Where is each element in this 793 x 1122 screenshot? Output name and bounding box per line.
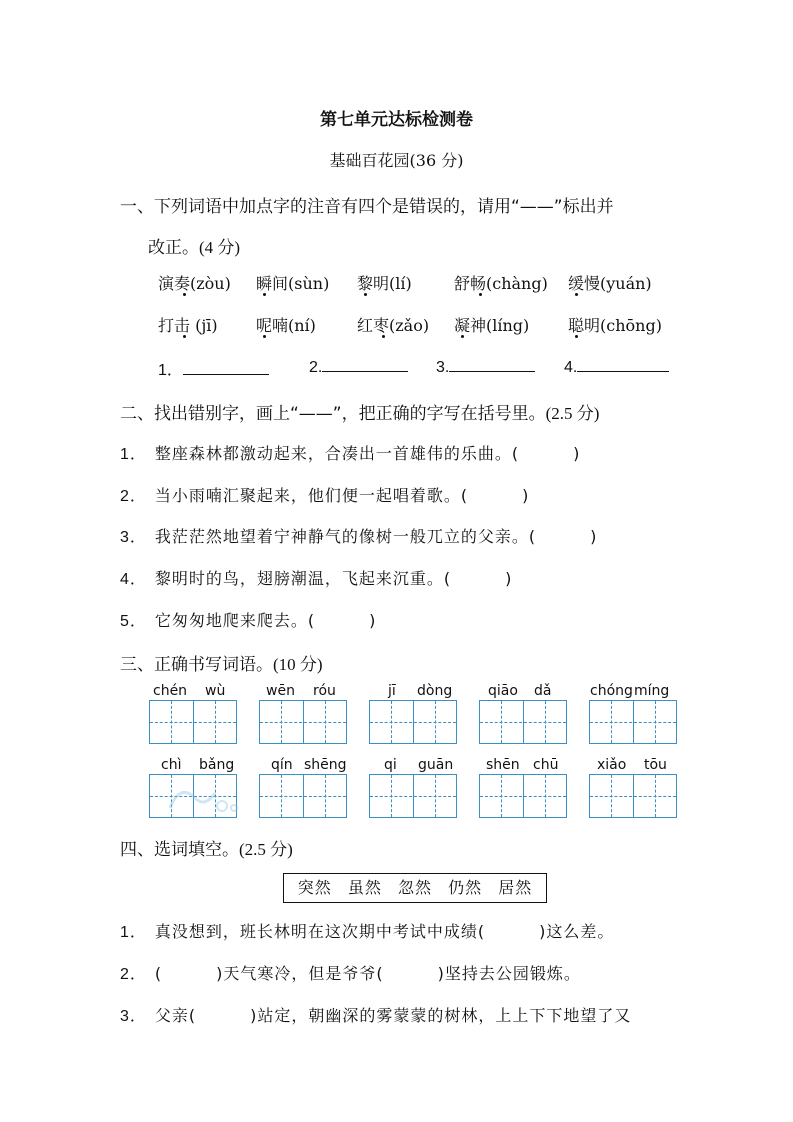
q2-item bbox=[120, 608, 376, 631]
writing-grid[interactable] bbox=[479, 700, 567, 744]
pinyin: qiāo bbox=[488, 683, 518, 699]
pinyin: dòng bbox=[417, 683, 453, 699]
q1-heading: 一、下列词语中加点字的注音有四个是错误的，请用“——”标出并 bbox=[120, 197, 614, 217]
item-text: 父亲( bbox=[154, 1006, 197, 1025]
writing-grid[interactable] bbox=[369, 774, 457, 818]
pinyin: qi bbox=[384, 757, 397, 773]
section-subtitle: 基础百花园(36 分) bbox=[329, 151, 464, 170]
word-option: 居然 bbox=[498, 878, 533, 897]
item-number: 1． bbox=[120, 924, 147, 941]
blank-line[interactable] bbox=[449, 357, 535, 372]
word-choice-box bbox=[283, 873, 547, 903]
writing-grid[interactable] bbox=[149, 700, 237, 744]
q1-word: 打击 (jī) bbox=[158, 316, 218, 335]
blank-line[interactable] bbox=[322, 357, 408, 372]
q2-item bbox=[120, 566, 512, 589]
item-text: )这么差。 bbox=[539, 922, 615, 941]
pinyin: guān bbox=[418, 757, 454, 773]
pinyin: shēn bbox=[486, 757, 520, 773]
item-text: )坚持去公园锻炼。 bbox=[437, 964, 581, 983]
paren-close: ) bbox=[590, 527, 598, 546]
q2-item bbox=[120, 483, 529, 506]
pinyin: wù bbox=[205, 683, 226, 699]
item-text: )天气寒冷，但是爷爷( bbox=[216, 964, 384, 983]
watermark-graphic bbox=[160, 778, 240, 818]
item-text: 黎明时的鸟，翅膀潮温，飞起来沉重。( bbox=[154, 569, 452, 588]
blank-number: 2. bbox=[309, 359, 323, 376]
q3-heading bbox=[120, 650, 323, 675]
writing-grid[interactable] bbox=[369, 700, 457, 744]
q1-word: 演奏(zòu) bbox=[158, 274, 231, 293]
page-title: 第七单元达标检测卷 bbox=[320, 110, 473, 130]
q4-points: (2.5 分) bbox=[239, 840, 293, 859]
item-number: 5． bbox=[120, 613, 147, 630]
pinyin: qín bbox=[271, 757, 293, 773]
word-option: 虽然 bbox=[347, 878, 382, 897]
emphasis-dot bbox=[263, 293, 266, 296]
blank-line[interactable] bbox=[577, 357, 669, 372]
q3-heading-text: 三、正确书写词语。 bbox=[120, 655, 273, 675]
writing-grid[interactable] bbox=[259, 700, 347, 744]
paren-close: ) bbox=[522, 486, 530, 505]
q3-points: (10 分) bbox=[273, 655, 323, 674]
item-number: 2． bbox=[120, 488, 147, 505]
q1-word: 红枣(zǎo) bbox=[357, 316, 430, 335]
item-text: 整座森林都激动起来，合凑出一首雄伟的乐曲。( bbox=[154, 444, 520, 463]
writing-grid[interactable] bbox=[589, 700, 677, 744]
item-text: 我茫茫然地望着宁神静气的像树一般兀立的父亲。( bbox=[154, 527, 537, 546]
answer-blank-2[interactable] bbox=[309, 357, 408, 377]
q1-points: (4 分) bbox=[199, 238, 241, 257]
pinyin: chū bbox=[533, 757, 559, 773]
pinyin: tōu bbox=[644, 757, 667, 773]
emphasis-dot bbox=[575, 335, 578, 338]
item-text: 它匆匆地爬来爬去。( bbox=[154, 611, 316, 630]
word-option: 突然 bbox=[297, 878, 332, 897]
item-text: 真没想到，班长林明在这次期中考试中成绩( bbox=[154, 922, 486, 941]
q2-item bbox=[120, 441, 580, 464]
q2-heading-text: 二、找出错别字，画上“——”，把正确的字写在括号里。 bbox=[120, 404, 546, 424]
writing-grid[interactable] bbox=[479, 774, 567, 818]
q2-points: (2.5 分) bbox=[545, 404, 600, 423]
paren-close: ) bbox=[573, 444, 581, 463]
pinyin: chén bbox=[153, 683, 188, 699]
item-text: )站定，朝幽深的雾蒙蒙的树林，上上下下地望了又 bbox=[250, 1006, 632, 1025]
pinyin: chì bbox=[161, 757, 182, 773]
pinyin: róu bbox=[313, 683, 336, 699]
q1-heading-cont bbox=[148, 233, 240, 258]
q2-item bbox=[120, 524, 597, 547]
pinyin: xiǎo bbox=[597, 757, 627, 773]
q1-word: 凝神(líng) bbox=[454, 316, 530, 335]
q1-heading-cont-text: 改正。 bbox=[148, 238, 199, 258]
q4-item bbox=[120, 961, 581, 984]
q4-heading bbox=[120, 835, 293, 860]
blank-number: 4. bbox=[564, 359, 578, 376]
emphasis-dot bbox=[364, 293, 367, 296]
emphasis-dot bbox=[263, 335, 266, 338]
item-number: 1． bbox=[120, 446, 147, 463]
item-number: 4． bbox=[120, 571, 147, 588]
pinyin: dǎ bbox=[534, 683, 552, 699]
answer-blank-4[interactable] bbox=[564, 357, 669, 377]
paren-close: ) bbox=[369, 611, 377, 630]
item-number: 3． bbox=[120, 529, 147, 546]
item-number: 3． bbox=[120, 1008, 147, 1025]
emphasis-dot bbox=[575, 293, 578, 296]
pinyin: wēn bbox=[266, 683, 295, 699]
q1-word: 黎明(lí) bbox=[357, 274, 412, 293]
emphasis-dot bbox=[183, 335, 186, 338]
word-option: 仍然 bbox=[448, 878, 483, 897]
item-number: 2． bbox=[120, 966, 147, 983]
paren-close: ) bbox=[505, 569, 513, 588]
pinyin: shēng bbox=[304, 757, 347, 773]
pinyin: bǎng bbox=[199, 757, 235, 773]
emphasis-dot bbox=[183, 293, 186, 296]
pinyin: míng bbox=[634, 683, 670, 699]
answer-blank-3[interactable] bbox=[436, 357, 535, 377]
pinyin: chóng bbox=[590, 683, 633, 699]
q1-word: 瞬间(sùn) bbox=[256, 274, 330, 293]
q1-word: 舒畅(chàng) bbox=[454, 274, 548, 293]
emphasis-dot bbox=[461, 335, 464, 338]
item-text: ( bbox=[154, 964, 163, 983]
writing-grid[interactable] bbox=[259, 774, 347, 818]
word-option: 忽然 bbox=[397, 878, 432, 897]
q1-word: 缓慢(yuán) bbox=[568, 274, 652, 293]
q1-word: 聪明(chōng) bbox=[568, 316, 662, 335]
blank-number: 3. bbox=[436, 359, 450, 376]
item-text: 当小雨喃汇聚起来，他们便一起唱着歌。( bbox=[154, 486, 469, 505]
q4-heading-text: 四、选词填空。 bbox=[120, 840, 239, 860]
q4-item bbox=[120, 1003, 631, 1026]
emphasis-dot bbox=[382, 335, 385, 338]
q2-heading bbox=[120, 399, 599, 424]
pinyin: jī bbox=[388, 683, 396, 699]
blank-number: 1． bbox=[158, 362, 183, 379]
blank-line[interactable] bbox=[183, 360, 269, 375]
writing-grid[interactable] bbox=[589, 774, 677, 818]
emphasis-dot bbox=[479, 293, 482, 296]
q4-item bbox=[120, 919, 614, 942]
answer-blank-1[interactable] bbox=[158, 357, 269, 380]
q1-word: 呢喃(ní) bbox=[256, 316, 316, 335]
